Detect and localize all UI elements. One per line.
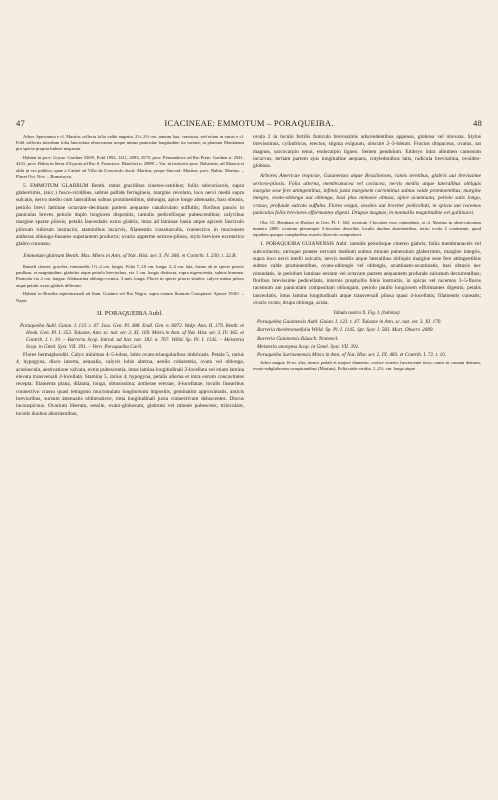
text-paragraph: Habitat in prov. Goyaz: Gardner 3369!, Pohl 1092, 1411, 2093, 3575; prov. Pernambuco ad Rio Preto: Gardner n. 2941, 4431; prov. Bahia in Serra d'Açurua ad Rio S. Francisco: Blanchet n. 2889! – Var. in fruticetis prov. Bahiensis, ad Maracá et alibi in via publica, quae a Caitité ad Villa da Conceicão ducit: Martius; prope Sincorá: Martius; prov. Bahia: Martius. – Floret Oct. Nov. – Bomatryxa. [16, 155, 244, 179]
right-text-column [253, 134, 481, 792]
text-paragraph: Habitat in Brasilia septentrionali ad fium. Guainia vel Rio Negro, supra ostium fluminis Casiquiare: Spruce 3536!. – Najas. [16, 291, 244, 303]
text-paragraph: ovula 2 in loculo fertilis funiculo brevissimis adscendentibus appensa, globosa vel obovata. Stylus brevissimus, cylindricus, erectus; stigma exiguum, obscure 2–3-lobum. Fructus drupaceus, ovatus, sat magnus, sarcocarpio tenui, endocarpio ligneo. Semen pendulum. Embryo intra albumen carnosum incurvus, tertiam partem ejus longitudine aequans, cotyledonibus latis, radicula brevissima, ovoideo-globosa. [253, 134, 481, 170]
running-title: ICACINEAE: EMMOTUM – PORAQUEIBA. [164, 118, 334, 128]
synonym-entry: Poraqueiba Aubl. Guian. I. 123. t. 47. Juss. Gen. Pl. 388. Endl. Gen. n. 6872. Walp. Ann. II. 179. Benth. et Hook. Gen. Pl. I. 352. Tulasne, Ann. sc. nat. ser. 3. XI. 169. Miers in Ann. of Nat. Hist. ser. 3. IV. 365. et Contrib. I. t. 10. – Barreria Scop. Introd. ad hist. nat. 182. n. 767. Willd. Sp. Pl. I. 1145. – Meisteria Scop. in Gmel. Syst. VII. 391. – Vern. Poraqueiba Caril. [20, 322, 244, 350]
text-paragraph: Emmotum glabrum Benth. Mss. Miers in Ann. of Nat. Hist. ser. 3. IV. 366. et Contrib. I. 230. t. 22.B. [23, 252, 237, 259]
text-paragraph: Rameli cinerei, graciles, internodiis 1½–2 cm. longis. Folia 7–10 cm. longa, 2–4 cm. lata, forma ab in specie prioris paullum, at magnitudine, glabritie atque petiolo breviorbus, vix 1 cm. longis distincta, supra nigrescentia, subtus brunnea. Panicula vix 2 cm. longae. Alabastrina oblongo-conica, 3 mm. longa. Flores in specie prioris similes, calyce minus piloso atque petalis extus glabris differunt. [16, 264, 244, 288]
synonym-entry: Poraqueiba Guianensis Aubl. Guian. I. 123. t. 47. Tulasne in Ann. sc. nat. ser. 3. XI. 170. [257, 319, 442, 326]
synonym-entry: Barreria theobromaefolia Willd. Sp. Pl. I. 1145. Spr. Syst. I. 583. Mart. Observ. 2689. [257, 327, 434, 334]
text-paragraph: Obs. Cl. Bentham et Hooker in Gen. Pl. I. 362. ovarium 1-loculare esse contendunt, at cl. Martius in observationum numero 2889. ovarium plerumque 3-loculare describit, loculis duobus abortientibus, tertio ovula 2 continente, quod equidem quoque compluribus ovariis dissectis comprobavi. [253, 219, 481, 238]
text-paragraph: Tabula nostra X. Fig. I. (habitus). [333, 311, 401, 317]
text-paragraph: Flores hermaphroditi. Calyx minimus 4–5-lobus, lobis ovato-triangularibus imbricatis. Petala 5, rarius 4, hypogyna, disco inserta, aequalia, calycis lobis alterna, aeolio coharentia, ovata vel oblonga, acutiuscula, aestivatione valvata, extus pubescentia, intus lamina longitudinali 2-locellata vel etiam lamina elevata transversali 4-locellata. Stamina 5, rarius 4, hypogyna, petalis alterna et intra eorum concavitates recepta; filamenta plana, dilatata, longa, obtusissima; antherae erectae, 4-locellatae, loculis linearibus connectivo crasso quasi tetragono mucronulato longitorsum impositis, geminatim approximatis, anticis brevioribus, sursum attenuatis obliteratisve, rima longitudinali juxta connectivum dehiscentes. Discus inconspicuus. Ovarium liberum, sessile, ovato-globosum, glabrum vel minute pubescens, triloculare, loculis duobus abortientibus; [16, 352, 244, 417]
page-number-left: 47 [16, 118, 25, 128]
text-paragraph: Arbor. Specimina e cl. Martius collecta folia valde angusta, 2½–3½ cm. tantum lata, crassiora, sed etiam in ramis e cl. Pohl collectis interdum folia lanceolata observantur neque minus paniculae longitudine ita variant, ut plantam Martianam pro specie propria habere nequeam. [16, 134, 244, 152]
genus-heading: II. PORAQUEIBA Aubl. [97, 309, 163, 317]
text-paragraph: 5. EMMOTUM GLABRUM Benth. ramis gracilibus cinereo-centibus; foliis subcoriaceis, supra glaberrimis, (sicc.) fusco-viridibus, subtus pallide ferrugineis, margine revoluto, loco nervi medii supra sulcatis, nervo medio cum lateralibus subtus prominentibus, oblongis, apice longe attenuatis, basi obtusis, petiolo brevi laminae octavam–decimam partem aequante canaliculato suffultis; floribus paucis in paniculas breves petiolo duplo longiores dispositis, ramulis pedicellisque pubescentibus; calycibus margine sparse pilosis; petalis lanceolatis extus glabris, intus ad laminae basin atque apicem fasciculo pilorum ruforum instructis; staminibus incurvis, filamentis crassiusculis, connectivo in mucronem antheras oblongo-lineares superantem producto; ovario apperme sericeo-piloso, stylo breviore excentrico glabro coronato. [16, 182, 244, 248]
page-header [16, 118, 482, 130]
synonym-entry: Poraqueiba Surinamensis Miers in Ann. of Nat. Hist. ser. 2. IX. 483. et Contrib. I. 72. t. 10. [257, 352, 447, 359]
text-paragraph: Arbor magna 16 m. alta, trunco pedali et majore diametro, cortice cinereo fuscescente tecto, ramis in comam densam, ovato-subglobosam conspirantibus (Martius). Folia utide viridia, 1–2½, cm. longa atque [253, 360, 481, 372]
text-paragraph: Arbores Americae tropicae, Guianenses atque Brasilienses, ramis teretibus, glabris aut brevissime sericeo-pilosis. Folia alterna, membranacea vel coriacea, nervis mediis atque lateralibus obliquis margine sese fere attingentibus, infimis juxta marginem currentibus subtus valde prominentibus, margine integro, ovato-oblonga aut oblonga, basi plus minusve obtusa, apice acuminata, petiolo satis longo, crasso, profunde sulcato suffulta. Flores exigui, sessiles aut breviter pedicellati, in spicas aut racemos paniculas foliis breviores efformantes digesti. Drupae magnae, in nonnullis magnitudine ovi gallinacei. [253, 173, 481, 217]
page-number-right: 48 [473, 118, 482, 128]
text-paragraph: 1. PORAQUEIBA GUIANENSIS Aubl. ramulis petiolisque cinereo glabris; foliis membranaceis vel subcoriaceis, utrinque praeter nervum medium subtus minute puberulum glaberrimis, margine integris, supra loco nervi medii sulcatis, nervis mediis atque lateralibus obliquis margine sese fere attingentibus subtus valde prominentibus, ovato-oblongis vel oblongis, acuminato-acuminatis, basi obtusis nec rotundatis, in petiolum laminae sextam vel octavam partem aequantem profunde sulcatum decurrentibus; floribus brevissime pedicellatis, internis prophyllis binis instructis, in spicas vel racemos 3–5-floros racemum aut paniculam compositam oblongam, petiolo paullo longiorem efformantes digestis; petalis lanceolatis, intus lamina longitudinali atque transversali pilosa quasi 4-locellatis; filamentis cuneatis; ovario ovato; drupa oblonga, acuta. [253, 241, 481, 306]
synonym-entry: Meisteria anonyma Scop. in Gmel. Syst. VII. 391. [257, 343, 360, 350]
left-text-column [16, 134, 244, 792]
synonym-entry: Barreria Guianensis Räusch. Nomencl. [257, 335, 339, 342]
